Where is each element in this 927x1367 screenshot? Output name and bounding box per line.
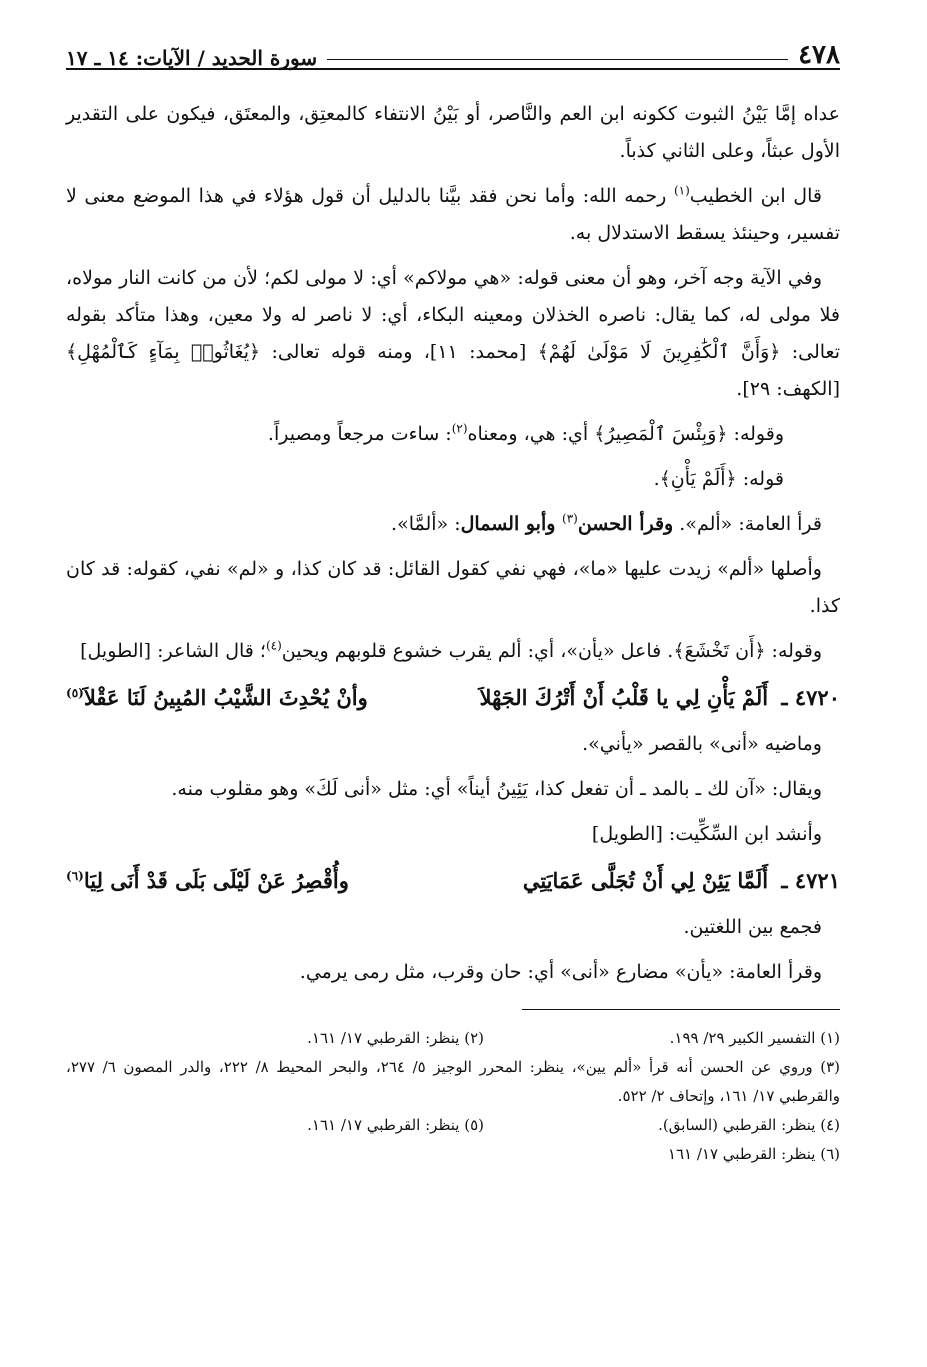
poetry-verse [66,861,840,901]
page-number: ٤٧٨ [798,40,840,70]
header-rule [327,59,788,60]
footnote-ref: (٤) [265,638,282,653]
paragraph: وماضيه «أنى» بالقصر «يأني». [582,733,822,755]
footnote-row [66,1140,840,1169]
footnote-3: (٣) وروي عن الحسن أنه قرأ «ألم يين»، ينظر: المحرر الوجيز ٥/ ٢٦٤، والبحر المحيط ٨/ ٢٢٢، والدر المصون ٦/ ٢٧٧، والقرطبي ١٧/ ١٦١، وإتحاف ٢/ ٥٢٢. [66,1058,840,1105]
footnote-2: (٢) ينظر: القرطبي ١٧/ ١٦١. [307,1029,484,1047]
text-run: قرأ العامة: «ألم». [673,513,822,535]
verse-first-hemistich [479,678,840,718]
verse-number: ٤٧٢١ ـ [781,868,840,893]
footnote-separator [522,1009,840,1010]
footnote-6: (٦) ينظر: القرطبي ١٧/ ١٦١ [667,1145,840,1163]
paragraph: وأصلها «ألم» زيدت عليها «ما»، فهي نفي كقول القائل: قد كان كذا، و «لم» نفي، كقوله: قد كان كذا. [66,558,840,617]
running-title: سورة الحديد / الآيات: ١٤ ـ ١٧ [66,46,318,70]
text-run-bold: وقرأ الحسن [577,513,674,535]
footnote-ref: (١) [673,183,690,198]
text-run: وقوله: ﴿وَبِئْسَ ٱلْمَصِيرُ﴾ أي: هي، ومعناه [467,423,784,445]
text-run: قال ابن الخطيب [689,185,822,207]
footnotes [66,1024,840,1169]
verse-text: وأُقْصِرُ عَنْ لَيْلَى بَلَى قَدْ أَنَى لِيَا [83,868,349,893]
footnote-ref: (٣) [562,511,578,526]
footnote-row [66,1111,840,1140]
paragraph: وقرأ العامة: «يأن» مضارع «أنى» أي: حان وقرب، مثل رمى يرمي. [299,961,822,983]
paragraph: قوله: ﴿أَلَمْ يَأْنِ﴾. [653,468,784,490]
paragraph: وأنشد ابن السِّكِّيت: [الطويل] [591,823,822,845]
footnote-row [66,1024,840,1053]
text-run: : «ألمَّا». [391,513,461,535]
text-run: ؛ قال الشاعر: [الطويل] [80,640,266,662]
verse-text: أَلَمَّا يَئِنْ لِي أَنْ تُجَلَّى عَمَايَتِي [522,868,769,893]
main-text [66,96,840,991]
paragraph [66,633,840,670]
paragraph: وفي الآية وجه آخر، وهو أن معنى قوله: «هي مولاكم» أي: لا مولى لكم؛ لأن من كانت النار مولاه، فلا مولى له، كما يقال: ناصره الخذلان ومعينه البكاء، أي: لا ناصر له ولا معين، وهذا متأكد بقوله تعالى: ﴿وَأَنَّ ٱلْكَٰفِرِينَ لَا مَوْلَىٰ لَهُمْ﴾ [محمد: ١١]، ومنه قوله تعالى: ﴿يُغَاثُوا۟ بِمَآءٍ كَٱلْمُهْلِ﴾ [الكهف: ٢٩]. [66,267,840,400]
poetry-verse [66,678,840,718]
verse-second-hemistich [66,678,368,718]
text-run: رحمه الله: وأما نحن فقد بيَّنا بالدليل أن قول هؤلاء في هذا الموضع معنى لا تفسير، وحينئذ يسقط الاستدلال به. [66,185,840,244]
footnote-ref: (٥) [66,686,84,700]
book-page [66,28,840,1169]
footnote-1: (١) التفسير الكبير ٢٩/ ١٩٩. [669,1029,840,1047]
text-run: وقوله: ﴿أَن تَخْشَعَ﴾. فاعل «يأن»، أي: ألم يقرب خشوع قلوبهم ويحين [281,640,822,662]
verse-text: وأنْ يُحْدِثَ الشَّيْبُ المُبِينُ لَنَا عَقْلاَ [83,685,368,710]
footnote-ref: (٢) [451,421,468,436]
page-header [66,28,840,70]
paragraph [66,178,840,252]
text-run-bold: وأبو السمال [460,513,563,535]
verse-text: أَلَمْ يَأْنِ لِي يا قَلْبُ أَنْ أَتْرُكَ الجَهْلاَ [479,685,769,710]
footnote-5: (٥) ينظر: القرطبي ١٧/ ١٦١. [307,1116,484,1134]
text-run: : ساءت مرجعاً ومصيراً. [267,423,452,445]
verse-second-hemistich [66,861,349,901]
paragraph: فجمع بين اللغتين. [683,916,822,938]
paragraph [66,416,840,453]
footnote-4: (٤) ينظر: القرطبي (السابق). [658,1116,840,1134]
paragraph: ويقال: «آن لك ـ بالمد ـ أن تفعل كذا، يَئِينُ أيناً» أي: مثل «أنى لَكَ» وهو مقلوب منه. [171,778,822,800]
verse-first-hemistich [523,861,840,901]
paragraph [66,506,840,543]
paragraph: عداه إمَّا بَيْنُ الثبوت ككونه ابن العم والنَّاصر، أو بَيْنُ الانتفاء كالمعتِق، والمعتَق، فيكون على التقدير الأول عبثاً، وعلى الثاني كذباً. [66,103,840,162]
footnote-ref: (٦) [66,869,84,883]
verse-number: ٤٧٢٠ ـ [781,685,840,710]
